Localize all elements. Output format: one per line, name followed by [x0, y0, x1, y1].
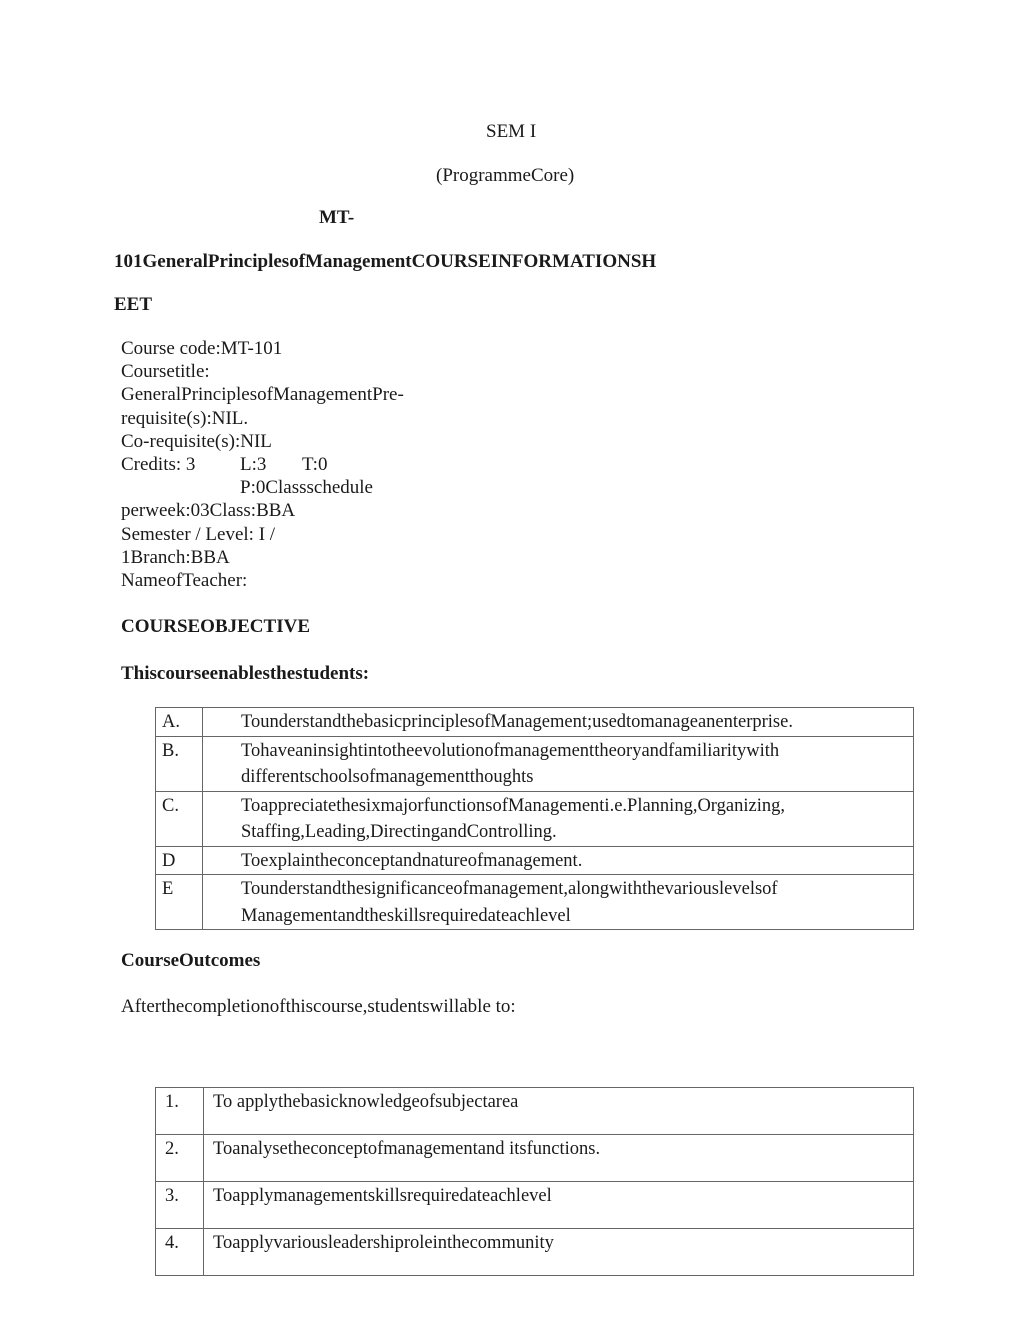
objective-line: ToappreciatethesixmajorfunctionsofManagementi.e.Planning,Organizing, — [241, 795, 785, 816]
objective-key: A. — [156, 708, 203, 737]
credits: Credits: 3 — [121, 453, 196, 475]
objective-text — [203, 846, 914, 875]
outcome-text: Toapplyvariousleadershiproleinthecommunity — [204, 1229, 914, 1276]
objective-key: C. — [156, 791, 203, 846]
course-title-value: GeneralPrinciplesofManagementPre- — [121, 384, 404, 406]
objective-key: B. — [156, 736, 203, 791]
semester-heading: SEM I — [486, 121, 537, 142]
course-objective-intro: Thiscourseenablesthestudents: — [121, 663, 370, 684]
objective-line: Toexplaintheconceptandnatureofmanagement. — [241, 850, 583, 871]
outcome-number: 3. — [156, 1182, 204, 1229]
teacher-name: NameofTeacher: — [121, 569, 248, 591]
programme-type: (ProgrammeCore) — [436, 165, 575, 186]
table-row — [156, 875, 914, 930]
objective-line: differentschoolsofmanagementthoughts — [241, 767, 534, 787]
objective-text — [203, 708, 914, 737]
semester-level: Semester / Level: I / — [121, 523, 276, 545]
course-title-label: Coursetitle: — [121, 361, 210, 383]
objective-line: Managementandtheskillsrequiredateachlevel — [241, 905, 571, 926]
course-title-line-1: MT- — [319, 207, 355, 228]
outcome-text: Toanalysetheconceptofmanagementand itsfunctions. — [204, 1135, 914, 1182]
objective-text — [203, 875, 914, 930]
table-row — [156, 1182, 914, 1229]
outcome-number: 1. — [156, 1088, 204, 1135]
tutorial-hours: T:0 — [302, 453, 328, 475]
objective-line: Tounderstandthesignificanceofmanagement,alongwiththevariouslevelsof — [241, 879, 778, 899]
outcome-number: 2. — [156, 1135, 204, 1182]
objective-line: Staffing,Leading,DirectingandControlling. — [241, 822, 557, 842]
table-row — [156, 1088, 914, 1135]
course-code: Course code:MT-101 — [121, 338, 283, 359]
course-objective-heading: COURSEOBJECTIVE — [121, 616, 310, 637]
course-outcomes-heading: CourseOutcomes — [121, 950, 261, 971]
course-outcomes-intro: Afterthecompletionofthiscourse,studentswillable to: — [121, 996, 516, 1017]
credits-line — [121, 453, 404, 476]
lecture-hours: L:3 — [240, 453, 267, 475]
objective-key: D — [156, 846, 203, 875]
branch: 1Branch:BBA — [121, 546, 230, 568]
objective-key: E — [156, 875, 203, 930]
course-info-block — [121, 337, 404, 592]
class-per-week: perweek:03Class:BBA — [121, 500, 296, 522]
objective-line: Tohaveaninsightintotheevolutionofmanagementtheoryandfamiliaritywith — [241, 740, 780, 761]
outcome-number: 4. — [156, 1229, 204, 1276]
outcomes-table — [155, 1087, 914, 1276]
course-title-line-3: EET — [114, 294, 153, 315]
table-row — [156, 1135, 914, 1182]
outcome-text: To applythebasicknowledgeofsubjectarea — [204, 1088, 914, 1135]
table-row — [156, 846, 914, 875]
prerequisite: requisite(s):NIL. — [121, 407, 249, 429]
table-row — [156, 708, 914, 737]
outcome-text: Toapplymanagementskillsrequiredateachlevel — [204, 1182, 914, 1229]
objectives-table — [155, 707, 914, 930]
table-row — [156, 736, 914, 791]
class-schedule: P:0Classschedule — [240, 477, 373, 499]
course-title-line-2: 101GeneralPrinciplesofManagementCOURSEINFORMATIONSH — [114, 251, 657, 272]
table-row — [156, 1229, 914, 1276]
corequisite: Co-requisite(s):NIL — [121, 430, 272, 452]
table-row — [156, 791, 914, 846]
objective-text — [203, 791, 914, 846]
objective-text — [203, 736, 914, 791]
objective-line: TounderstandthebasicprinciplesofManagement;usedtomanageanenterprise. — [241, 712, 793, 732]
